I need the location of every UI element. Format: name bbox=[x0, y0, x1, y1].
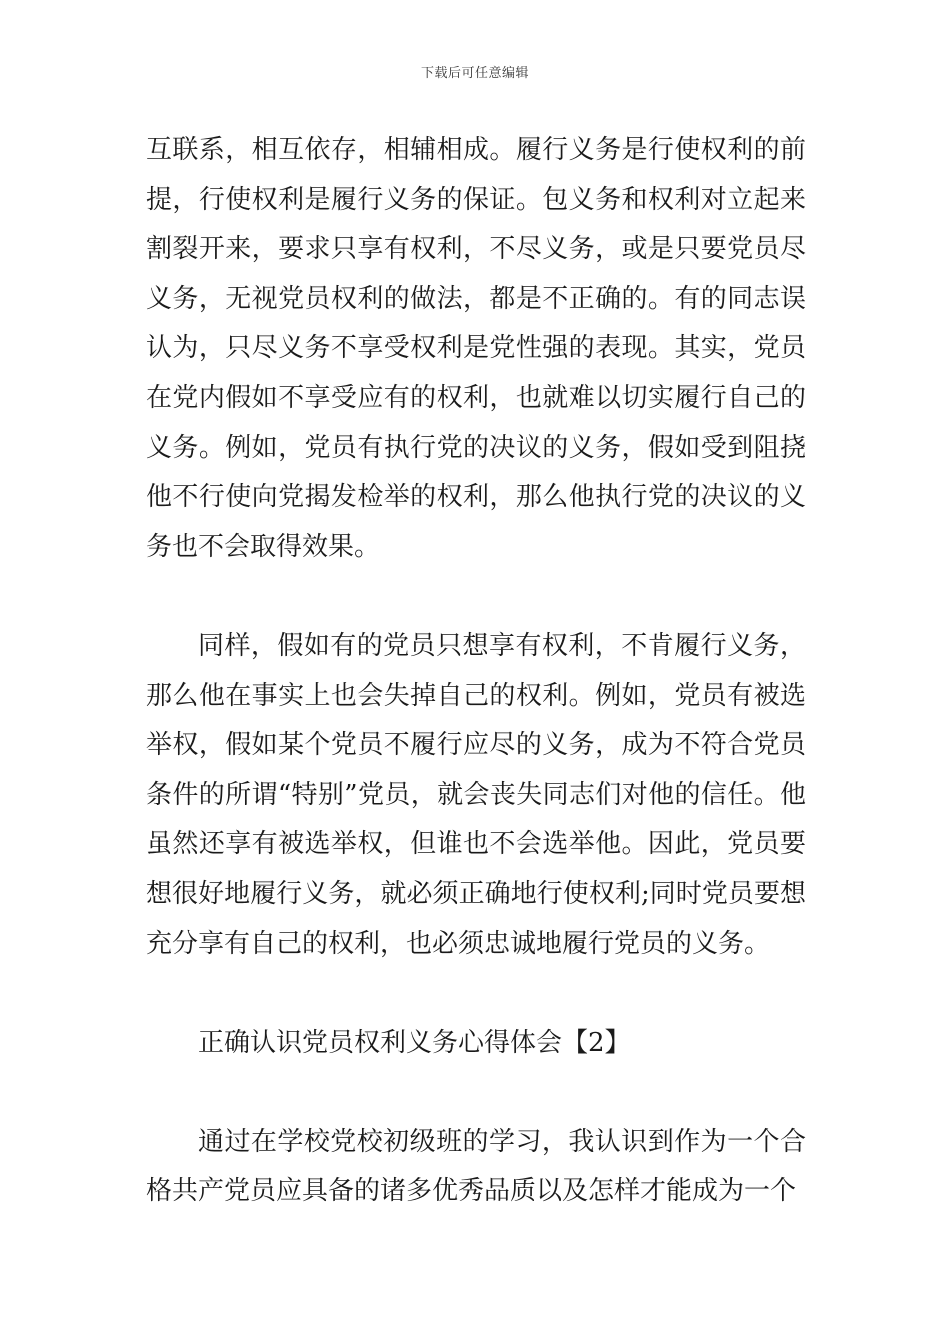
paragraph-continuation: 互联系，相互依存，相辅相成。履行义务是行使权利的前提，行使权利是履行义务的保证。包义务和权利对立起来割裂开来，要求只享有权利，不尽义务，或是只要党员尽义务，无视党员权利的做法，都是不正确的。有的同志误认为，只尽义务不享受权利是党性强的表现。其实，党员在党内假如不享受应有的权利，也就难以切实履行自己的义务。例如，党员有执行党的决议的义务，假如受到阻挠他不行使向党揭发检举的权利，那么他执行党的决议的义务也不会取得效果。 bbox=[146, 135, 806, 562]
paragraph-gap bbox=[146, 1068, 806, 1118]
paragraph-gap bbox=[146, 969, 806, 1019]
paragraph-same-logic: 同样，假如有的党员只想享有权利，不肯履行义务，那么他在事实上也会失掉自己的权利。例如，党员有被选举权，假如某个党员不履行应尽的义务，成为不符合党员条件的所谓“特别”党员，就会丧失同志们对他的信任。他虽然还享有被选举权，但谁也不会选举他。因此，党员要想很好地履行义务，就必须正确地行使权利;同时党员要想充分享有自己的权利，也必须忠诚地履行党员的义务。 bbox=[146, 630, 806, 959]
document-body bbox=[146, 126, 806, 1217]
paragraph-study-intro: 通过在学校党校初级班的学习，我认识到作为一个合格共产党员应具备的诸多优秀品质以及怎样才能成为一个 bbox=[146, 1126, 806, 1207]
page-header: 下载后可任意编辑 bbox=[420, 66, 529, 81]
section-heading: 正确认识党员权利义务心得体会【2】 bbox=[198, 1027, 631, 1058]
paragraph-gap bbox=[146, 572, 806, 622]
